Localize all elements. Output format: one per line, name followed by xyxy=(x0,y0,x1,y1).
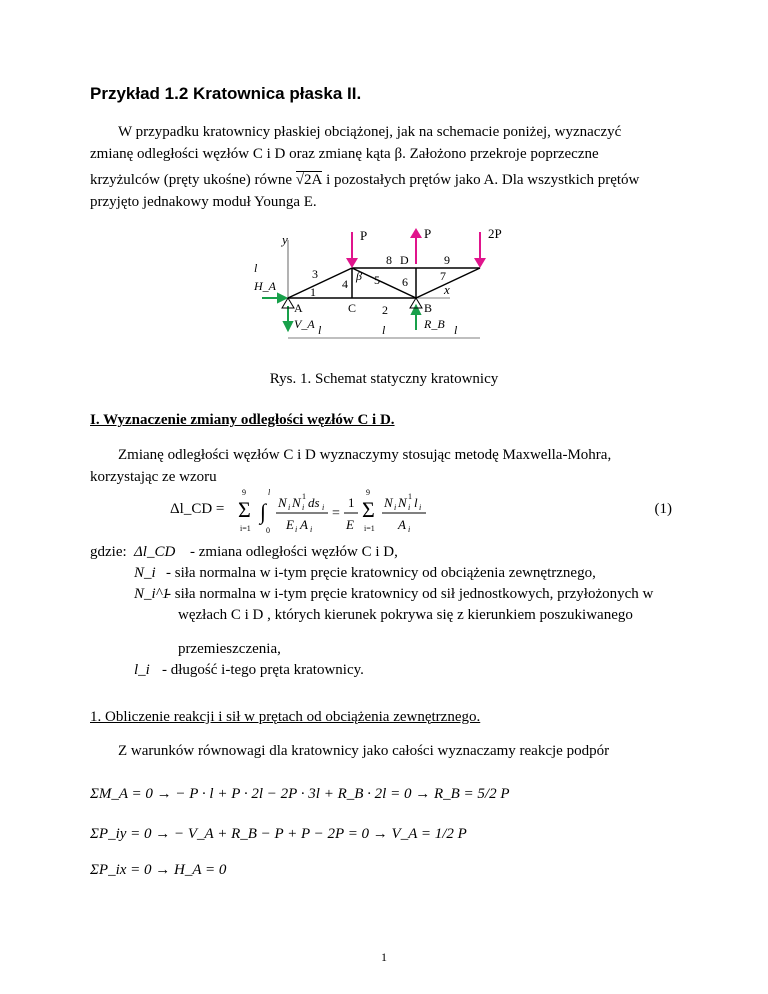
svg-text:A: A xyxy=(398,517,406,532)
span-label-1: l xyxy=(318,323,322,337)
svg-text:i: i xyxy=(408,525,411,534)
svg-text:9: 9 xyxy=(242,488,246,497)
svg-text:0: 0 xyxy=(266,526,270,535)
intro-line-1: W przypadku kratownicy płaskiej obciążonej, jak na schemacie poniżej, wyznaczyć xyxy=(118,124,622,140)
load-label-p2: P xyxy=(424,226,432,241)
legend-desc: - długość i-tego pręta kratownicy. xyxy=(162,662,364,678)
svg-text:9: 9 xyxy=(366,488,370,497)
legend-row xyxy=(90,605,710,639)
svg-text:i: i xyxy=(295,525,298,534)
formula-rhs xyxy=(238,487,438,535)
sqrt-expression: √2A xyxy=(295,172,323,188)
legend-symbol: N_i xyxy=(134,565,156,581)
legend-symbol: N_i^1 xyxy=(134,586,170,602)
svg-text:N: N xyxy=(278,495,287,510)
page-title: Przykład 1.2 Kratownica płaska II. xyxy=(90,84,362,103)
svg-text:i: i xyxy=(394,503,397,512)
svg-text:i=1: i=1 xyxy=(240,524,251,533)
equation-moment: ΣM_A = 0 → − P · l + P · 2l − 2P · 3l + R_B · 2l = 0 → R_B = 5/2 P xyxy=(90,786,510,802)
svg-text:i: i xyxy=(419,503,422,512)
legend-row xyxy=(90,584,710,605)
page-number: 1 xyxy=(381,950,387,964)
where-label: gdzie: xyxy=(90,544,127,560)
svg-text:Σ: Σ xyxy=(238,497,251,522)
svg-text:=: = xyxy=(332,506,340,521)
method-text-1: Zmianę odległości węzłów C i D wyznaczymy stosując metodę Maxwella-Mohra, xyxy=(118,447,612,463)
reaction-label-ha: H_A xyxy=(254,279,276,293)
intro-line-4: przyjęto jednakowy moduł Younga E. xyxy=(90,194,317,210)
svg-text:l: l xyxy=(268,488,271,497)
subsection-heading-text: 1. Obliczenie reakcji i sił w prętach od obciążenia zewnętrznego. xyxy=(90,709,481,725)
load-label-2p: 2P xyxy=(488,226,502,241)
legend-desc: węzłach C i D , których kierunek pokrywa się z kierunkiem poszukiwanego xyxy=(178,607,633,623)
svg-text:1: 1 xyxy=(348,495,355,510)
formula-lhs: Δl_CD = xyxy=(170,501,225,517)
legend-symbol: l_i xyxy=(134,662,150,678)
symbol-legend xyxy=(90,542,710,681)
svg-text:Σ: Σ xyxy=(362,497,375,522)
svg-text:1: 1 xyxy=(302,492,306,501)
svg-text:E: E xyxy=(286,517,294,532)
legend-row xyxy=(90,542,710,563)
formula-1 xyxy=(170,487,690,535)
member-label-7: 7 xyxy=(440,269,446,283)
svg-text:1: 1 xyxy=(408,492,412,501)
height-dimension-label: l xyxy=(254,261,258,275)
member-label-2: 2 xyxy=(382,303,388,317)
node-label-c: C xyxy=(348,301,357,315)
legend-desc: - siła normalna w i-tym pręcie kratownicy od obciążenia zewnętrznego, xyxy=(166,565,596,581)
svg-text:N: N xyxy=(292,495,301,510)
axis-y-label: y xyxy=(282,232,288,247)
legend-desc: przemieszczenia, xyxy=(178,641,281,657)
section-heading-text: I. Wyznaczenie zmiany odległości węzłów C i D. xyxy=(90,412,395,428)
equation-vertical: ΣP_iy = 0 → − V_A + R_B − P + P − 2P = 0 → V_A = 1/2 P xyxy=(90,826,467,842)
intro-line-3-b: i pozostałych prętów jako A. Dla wszystkich prętów xyxy=(326,172,640,188)
formula-number: (1) xyxy=(654,501,672,517)
section-heading xyxy=(90,412,395,429)
load-p1-arrowhead xyxy=(346,258,358,268)
reaction-label-rb: R_B xyxy=(424,317,445,331)
axis-x-label: x xyxy=(444,282,450,297)
legend-desc: - siła normalna w i-tym pręcie kratownicy od sił jednostkowych, przyłożonych w xyxy=(166,586,654,602)
member-label-8: 8 xyxy=(386,253,392,267)
reaction-label-va: V_A xyxy=(294,317,315,331)
svg-text:i: i xyxy=(322,503,325,512)
svg-text:i: i xyxy=(302,503,305,512)
member-label-6: 6 xyxy=(402,275,408,289)
method-text-2: korzystając ze wzoru xyxy=(90,469,217,485)
svg-text:i: i xyxy=(288,503,291,512)
member-label-5: 5 xyxy=(374,273,380,287)
reaction-va-arrowhead xyxy=(284,322,292,330)
load-p2-arrowhead xyxy=(410,228,422,238)
member-label-1: 1 xyxy=(310,285,316,299)
intro-line-2: zmianę odległości węzłów C i D oraz zmianę kąta β. Założono przekroje poprzeczne xyxy=(90,146,599,162)
svg-text:i: i xyxy=(310,525,313,534)
subsection-heading xyxy=(90,706,690,728)
member-label-9: 9 xyxy=(444,253,450,267)
figure-caption: Rys. 1. Schemat statyczny kratownicy xyxy=(269,371,499,387)
svg-text:A: A xyxy=(300,517,308,532)
svg-text:ds: ds xyxy=(308,495,320,510)
svg-text:i: i xyxy=(408,503,411,512)
member-label-4: 4 xyxy=(342,277,348,291)
svg-text:i=1: i=1 xyxy=(364,524,375,533)
member-label-3: 3 xyxy=(312,267,318,281)
span-label-2: l xyxy=(382,323,386,337)
load-label-p1: P xyxy=(360,228,368,243)
intro-line-3-a: krzyżulców (pręty ukośne) równe xyxy=(90,172,293,188)
angle-beta-label: β xyxy=(356,269,362,283)
node-label-b: B xyxy=(424,301,433,315)
svg-text:N: N xyxy=(398,495,407,510)
equation-horizontal: ΣP_ix = 0 → H_A = 0 xyxy=(90,862,227,878)
reaction-ha-arrowhead xyxy=(278,294,286,302)
equilibrium-text: Z warunków równowagi dla kratownicy jako całości wyznaczamy reakcje podpór xyxy=(118,743,610,759)
svg-text:∫: ∫ xyxy=(260,499,267,524)
svg-text:N: N xyxy=(384,495,393,510)
reaction-rb-arrowhead xyxy=(412,306,420,314)
node-label-d: D xyxy=(400,253,409,267)
svg-text:l: l xyxy=(414,495,418,510)
node-label-a: A xyxy=(294,301,303,315)
svg-text:E: E xyxy=(346,517,354,532)
legend-row xyxy=(90,639,710,660)
span-label-3: l xyxy=(454,323,458,337)
legend-desc: - zmiana odległości węzłów C i D, xyxy=(190,544,398,560)
legend-symbol: Δl_CD xyxy=(134,544,176,560)
truss-diagram xyxy=(240,220,520,350)
legend-row xyxy=(90,563,710,584)
intro-line-3 xyxy=(90,169,690,191)
load-2p-arrowhead xyxy=(474,258,486,268)
legend-row xyxy=(90,660,710,681)
